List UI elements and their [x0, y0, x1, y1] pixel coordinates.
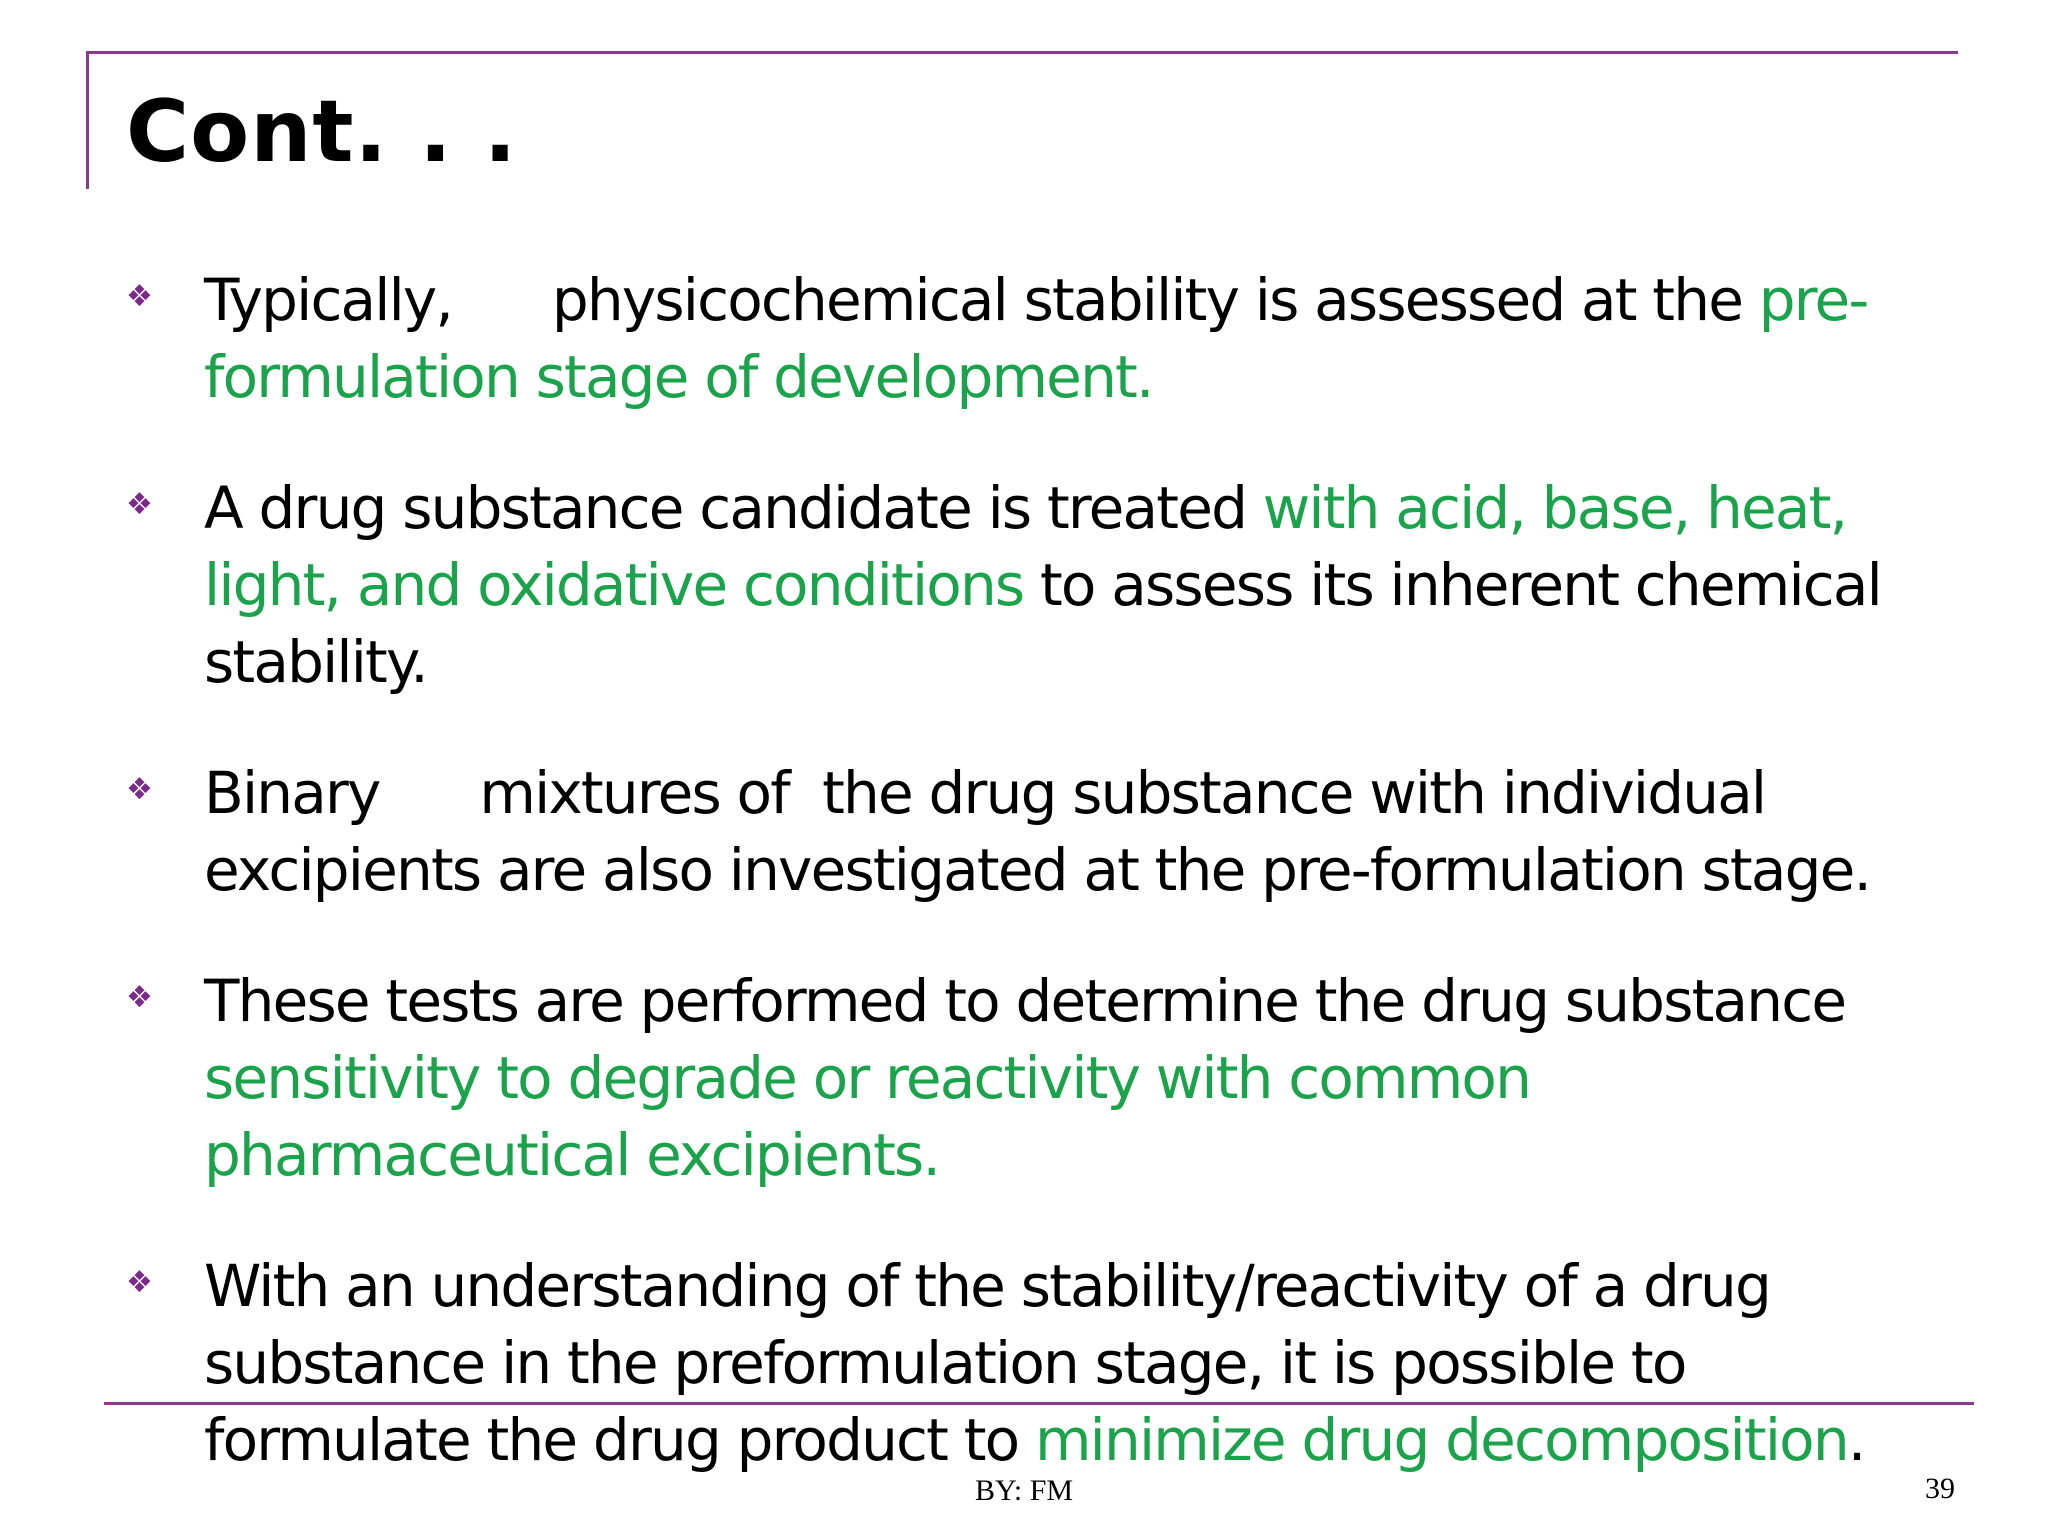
text-segment: These tests are performed to determine the drug substance [204, 967, 1846, 1035]
diamond-bullet-icon: ❖ [126, 487, 153, 522]
text-segment: With an understanding of the stability/reactivity of a drug substance in the preformulation stage, it is possible to formulate the drug product to [204, 1252, 1771, 1474]
top-divider-line [86, 51, 1958, 54]
bottom-divider-line [104, 1402, 1974, 1405]
footer-author: BY: FM [974, 1474, 1074, 1507]
text-segment: Binary mixtures of the drug substance with individual excipients are also investigated at the pre-formulation stage. [204, 759, 1871, 904]
text-segment: . [1847, 1406, 1865, 1474]
bullet-item [126, 1248, 1906, 1479]
bullet-list [126, 262, 1906, 1479]
highlighted-text-segment: sensitivity to degrade or reactivity with common pharmaceutical excipients. [204, 1044, 1531, 1189]
bullet-text [204, 474, 1881, 696]
diamond-bullet-icon: ❖ [126, 772, 153, 807]
diamond-bullet-icon: ❖ [126, 279, 153, 314]
bullet-item [126, 470, 1906, 701]
diamond-bullet-icon: ❖ [126, 1265, 153, 1300]
page-number: 39 [1925, 1472, 1955, 1505]
text-segment: Typically, physicochemical stability is assessed at the [204, 266, 1759, 334]
bullet-text [204, 967, 1845, 1189]
highlighted-text-segment: minimize drug decomposition [1034, 1406, 1848, 1474]
bullet-text [204, 1252, 1864, 1474]
bullet-item [126, 963, 1906, 1194]
left-accent-line [86, 51, 89, 189]
highlighted-text-segment: pre-formulation stage of development. [204, 266, 1868, 411]
highlighted-text-segment: with acid, base, heat, light, and oxidative conditions [204, 474, 1847, 619]
bullet-item [126, 755, 1906, 909]
bullet-text [204, 266, 1868, 411]
bullet-item [126, 262, 1906, 416]
text-segment: A drug substance candidate is treated [204, 474, 1263, 542]
text-segment: to assess its inherent chemical stability. [204, 551, 1881, 696]
slide-title: Cont. . . [126, 82, 518, 182]
diamond-bullet-icon: ❖ [126, 980, 153, 1015]
bullet-text [204, 759, 1870, 904]
